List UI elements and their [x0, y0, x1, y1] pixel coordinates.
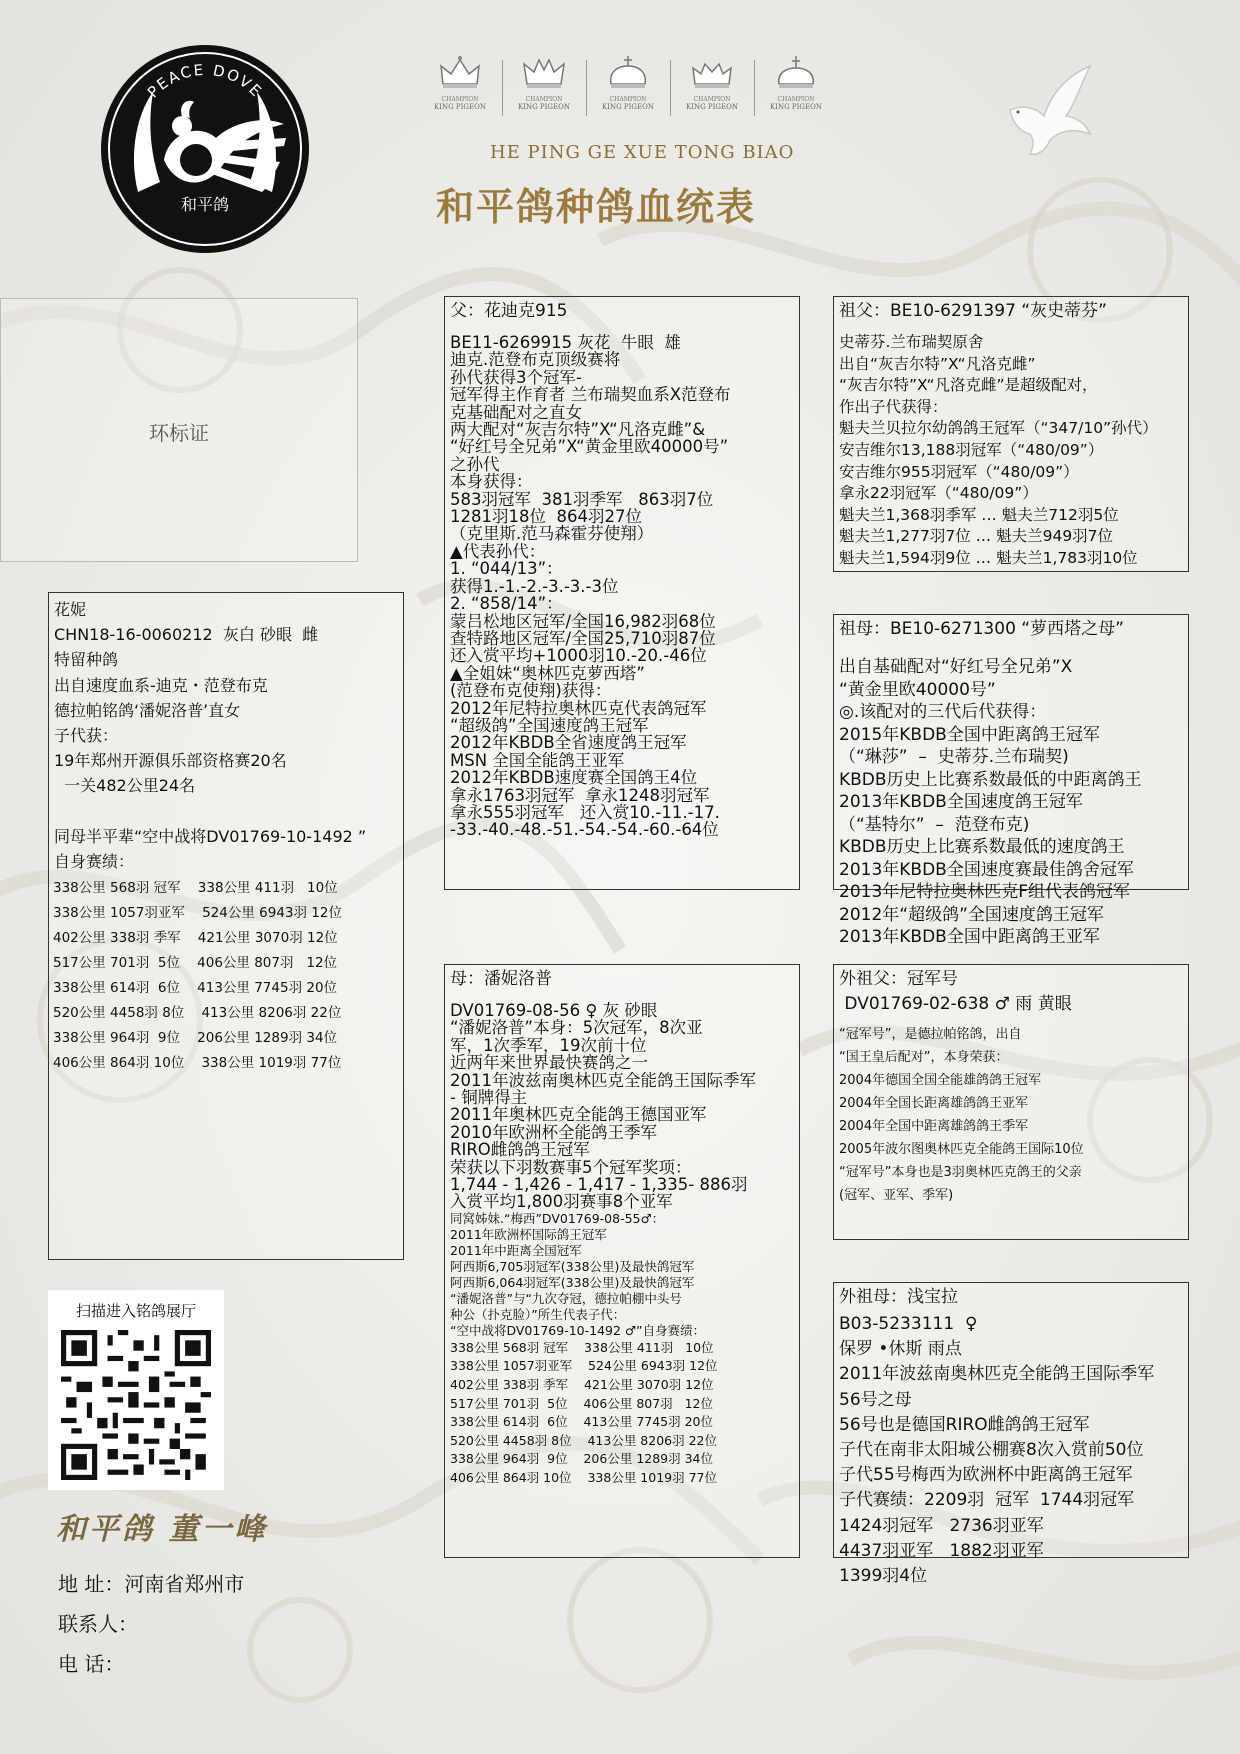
mother-offspring-results — [445, 1339, 799, 1488]
crown-small-text: CHAMPION — [777, 96, 815, 103]
maternal-grandfather-line: 2005年波尔图奥林匹克全能鸽王国际10位 — [839, 1142, 1084, 1157]
race-result-row: 402公里 338羽 季军 421公里 3070羽 12位 — [53, 930, 338, 947]
mother-offspring-line: 阿西斯6,705羽冠军(338公里)及最快鸽冠军 — [450, 1258, 695, 1274]
crown-name: KING PIGEON — [686, 103, 738, 111]
father-detail-line: 迪克.范登布克顶级赛将 — [450, 350, 621, 370]
maternal-grandfather-line: 2004年德国全国全能雄鸽鸽王冠军 — [839, 1073, 1042, 1088]
phone-label: 电 话： — [58, 1652, 125, 1676]
crown-name: KING PIGEON — [434, 103, 486, 111]
father-detail-line: “超级鸽”全国速度鸽王冠军 — [450, 715, 649, 735]
paternal-grandmother-box — [833, 614, 1189, 947]
crown-name: KING PIGEON — [602, 103, 654, 111]
paternal-grandmother-line: KBDB历史上比赛系数最低的中距离鸽王 — [839, 769, 1142, 790]
maternal-grandfather-ring: DV01769-02-638 ♂ 雨 黄眼 — [839, 994, 1072, 1014]
crown-icon — [603, 52, 653, 92]
crown-name: KING PIGEON — [770, 103, 822, 111]
father-detail-line: MSN 全国全能鸽王亚军 — [450, 750, 625, 770]
mother-detail-line: RIRO雌鸽鸽王冠军 — [450, 1140, 590, 1160]
mother-title: 母：潘妮洛普 — [450, 969, 552, 989]
father-detail-line: 拿永555羽冠军 还入赏10.-11.-17. — [450, 802, 720, 822]
maternal-grandmother-line: 1399羽4位 — [839, 1566, 928, 1587]
maternal-grandfather-line: “冠军号”本身也是3羽奥林匹克鸽王的父亲 — [839, 1165, 1082, 1180]
race-result-row: 520公里 4458羽 8位 413公里 8206羽 22位 — [53, 1005, 342, 1022]
father-detail-line: 查特路地区冠军/全国25,710羽87位 — [450, 628, 716, 648]
maternal-grandfather-line: 2004年全国长距离雄鸽鸽王亚军 — [839, 1096, 1029, 1111]
mother-detail-line: 2011年奥林匹克全能鸽王德国亚军 — [450, 1105, 707, 1125]
pigeon-info-line — [54, 799, 398, 824]
crown-icon — [687, 52, 737, 92]
crown-badge-2 — [504, 52, 584, 122]
mother-detail-line: 2011年波兹南奥林匹克全能鸽王国际季军 — [450, 1070, 756, 1090]
mother-detail-line: “潘妮洛普”本身：5次冠军，8次亚 — [450, 1018, 703, 1038]
maternal-grandfather-line: (冠军、亚军、季军) — [839, 1188, 954, 1203]
crown-small-text: CHAMPION — [609, 96, 647, 103]
father-detail-line: 583羽冠军 381羽季军 863羽7位 — [450, 489, 714, 509]
pigeon-info-line: CHN18-16-0060212 灰白 砂眼 雌 — [54, 625, 319, 645]
race-result-row: 402公里 338羽 季军 421公里 3070羽 12位 — [450, 1377, 714, 1393]
race-result-row: 338公里 1057羽亚军 524公里 6943羽 12位 — [450, 1358, 718, 1374]
maternal-grandmother-details — [834, 1312, 1188, 1589]
maternal-grandmother-line: 子代在南非太阳城公棚赛8次入赏前50位 — [839, 1440, 1144, 1461]
paternal-grandfather-line: “灰吉尔特”X“凡洛克雌”是超级配对， — [839, 376, 1098, 395]
race-result-row: 338公里 614羽 6位 413公里 7745羽 20位 — [450, 1414, 714, 1430]
paternal-grandmother-line: ◎.该配对的三代后代获得： — [839, 702, 1047, 722]
father-detail-line: ▲代表孙代： — [450, 541, 546, 561]
paternal-grandmother-line: “黄金里欧40000号” — [839, 679, 996, 700]
race-result-row: 517公里 701羽 5位 406公里 807羽 12位 — [53, 955, 338, 972]
mother-detail-line: 1,744 - 1,426 - 1,417 - 1,335- 886羽 — [450, 1175, 748, 1195]
paternal-grandfather-line: 作出子代获得： — [839, 397, 948, 416]
paternal-grandmother-title: 祖母：BE10-6271300 “萝西塔之母” — [839, 619, 1124, 639]
mother-detail-line: 近两年来世界最快赛鸽之一 — [450, 1053, 648, 1073]
father-detail-line: 之孙代 — [450, 454, 500, 474]
pigeon-info-line: 一关482公里24名 — [54, 776, 196, 796]
crown-icon — [519, 52, 569, 92]
pigeon-info-line: 花妮 — [54, 600, 87, 619]
maternal-grandmother-line: 2011年波兹南奥林匹克全能鸽王国际季军 — [839, 1364, 1155, 1385]
race-result-row: 338公里 568羽 冠军 338公里 411羽 10位 — [53, 880, 338, 897]
paternal-grandfather-line: 拿永22羽冠军（“480/09”） — [839, 484, 1038, 503]
paternal-grandfather-details — [834, 332, 1188, 570]
mother-detail-line: 军，1次季军，19次前十位 — [450, 1035, 647, 1055]
race-result-row: 406公里 864羽 10位 338公里 1019羽 77位 — [53, 1055, 342, 1072]
pigeon-info-line: 特留种鸽 — [54, 650, 119, 670]
race-result-row: 338公里 614羽 6位 413公里 7745羽 20位 — [53, 980, 338, 997]
maternal-grandfather-title: 外祖父：冠军号 — [839, 969, 958, 989]
crown-icon — [435, 52, 485, 92]
father-detail-line: 2. “858/14”： — [450, 594, 563, 614]
father-detail-line: 2012年尼特拉奥林匹克代表鸽冠军 — [450, 698, 707, 718]
father-detail-line: 冠军得主作育者 兰布瑞契血系X范登布 — [450, 385, 731, 405]
paternal-grandfather-line: 魁夫兰贝拉尔幼鸽鸽王冠军（“347/10”孙代） — [839, 419, 1158, 438]
pigeon-info-line: 自身赛绩： — [54, 852, 135, 872]
father-detail-line: (范登布克使翔)获得： — [450, 681, 612, 701]
father-detail-line: 1281羽18位 864羽27位 — [450, 507, 642, 527]
race-result-row: 338公里 964羽 9位 206公里 1289羽 34位 — [450, 1451, 714, 1467]
father-details — [445, 334, 799, 839]
paternal-grandfather-line: 魁夫兰1,277羽7位 … 魁夫兰949羽7位 — [839, 527, 1114, 546]
paternal-grandmother-line: （“基特尔” – 范登布克) — [839, 814, 1030, 835]
father-detail-line: 蒙吕松地区冠军/全国16,982羽68位 — [450, 611, 716, 631]
paternal-grandfather-line: 安吉维尔13,188羽冠军（“480/09”） — [839, 440, 1104, 459]
pigeon-info-lines — [49, 593, 403, 874]
maternal-grandmother-line: B03-5233111 ♀ — [839, 1314, 978, 1334]
mother-offspring-line: “空中战将DV01769-10-1492 ♂”自身赛绩： — [450, 1322, 706, 1338]
paternal-grandmother-line: 2012年“超级鸽”全国速度鸽王冠军 — [839, 904, 1104, 925]
logo-chinese-text: 和平鸽 — [180, 195, 230, 214]
paternal-grandfather-line: 出自“灰吉尔特”X“凡洛克雌” — [839, 354, 1036, 373]
pigeon-info-line: 同母半平辈“空中战将DV01769-10-1492 ” — [54, 826, 367, 846]
mother-offspring-line: 2011年中距离全国冠军 — [450, 1242, 582, 1258]
father-detail-line: BE11-6269915 灰花 牛眼 雄 — [450, 333, 681, 352]
mother-details — [445, 1002, 799, 1211]
mother-offspring-line: 种公（扑克脸）”所生代表子代： — [450, 1306, 626, 1322]
mother-detail-line: - 铜牌得主 — [450, 1088, 528, 1108]
maternal-grandmother-line: 保罗 •休斯 雨点 — [839, 1339, 962, 1360]
pigeon-info-line: 出自速度血系-迪克・范登布克 — [54, 675, 268, 695]
father-title: 父：花迪克915 — [450, 301, 568, 321]
crown-icon — [771, 52, 821, 92]
crown-badge-4 — [672, 52, 752, 122]
maternal-grandmother-line: 4437羽亚军 1882羽亚军 — [839, 1540, 1044, 1561]
paternal-grandfather-title: 祖父：BE10-6291397 “灰史蒂芬” — [839, 301, 1107, 321]
maternal-grandfather-box — [833, 964, 1189, 1240]
mother-offspring-details — [445, 1211, 799, 1339]
maternal-grandmother-box — [833, 1282, 1189, 1587]
paternal-grandmother-line: 出自基础配对“好红号全兄弟”X — [839, 657, 1073, 677]
logo-top-text: PEACE DOVE — [143, 60, 267, 102]
dove-icon — [1000, 58, 1100, 158]
maternal-grandmother-title: 外祖母：浅宝拉 — [839, 1287, 958, 1307]
paternal-grandfather-line: 魁夫兰1,368羽季军 … 魁夫兰712羽5位 — [839, 505, 1119, 524]
father-detail-line: （克里斯.范马森霍芬使翔） — [450, 524, 654, 544]
race-result-row: 406公里 864羽 10位 338公里 1019羽 77位 — [450, 1470, 717, 1486]
page-title: 和平鸽种鸽血统表 — [436, 184, 757, 229]
crown-badge-3 — [588, 52, 668, 122]
peace-dove-logo — [98, 42, 312, 256]
father-detail-line: 获得1.-1.-2.-3.-3.-3位 — [450, 576, 619, 596]
maternal-grandfather-line: “冠军号”，是德拉帕铭鸽，出自 — [839, 1027, 1022, 1042]
paternal-grandfather-box — [833, 296, 1189, 572]
mother-detail-line: DV01769-08-56 ♀ 灰 砂眼 — [450, 1001, 658, 1020]
father-box — [444, 296, 800, 890]
qr-label: 扫描进入铭鸽展厅 — [75, 1302, 196, 1320]
father-detail-line: 还入赏平均+1000羽10.-20.-46位 — [450, 646, 707, 666]
mother-offspring-line: “潘妮洛普”与“九次夺冠，德拉帕棚中头号 — [450, 1290, 682, 1306]
qr-code-icon[interactable] — [61, 1330, 211, 1480]
father-detail-line: 本身获得： — [450, 472, 533, 492]
signature: 和平鸽 董一峰 — [56, 1512, 268, 1547]
race-result-row: 338公里 964羽 9位 206公里 1289羽 34位 — [53, 1030, 338, 1047]
ring-certificate-box — [0, 298, 358, 562]
maternal-grandmother-line: 56号也是德国RIRO雌鸽鸽王冠军 — [839, 1414, 1090, 1435]
paternal-grandmother-line: 2013年尼特拉奥林匹克F组代表鸽冠军 — [839, 882, 1131, 902]
race-result-row: 338公里 568羽 冠军 338公里 411羽 10位 — [450, 1339, 714, 1355]
paternal-grandmother-line: （“琳莎” – 史蒂芬.兰布瑞契) — [839, 747, 1069, 767]
address-value: 河南省郑州市 — [124, 1572, 245, 1596]
paternal-grandmother-line: 2013年KBDB全国速度赛最佳鸽舍冠军 — [839, 859, 1134, 880]
maternal-grandfather-line: 2004年全国中距离雄鸽鸽王季军 — [839, 1119, 1029, 1134]
father-detail-line: 拿永1763羽冠军 拿永1248羽冠军 — [450, 785, 710, 805]
contact-person-label: 联系人： — [58, 1612, 138, 1636]
paternal-grandmother-line: KBDB历史上比赛系数最低的速度鸽王 — [839, 837, 1125, 857]
contact-block — [58, 1564, 244, 1684]
maternal-grandmother-line: 1424羽冠军 2736羽亚军 — [839, 1515, 1044, 1536]
pigeon-info-box — [48, 592, 404, 1260]
paternal-grandmother-line: 2015年KBDB全国中距离鸽王冠军 — [839, 724, 1100, 745]
pigeon-info-line: 子代获： — [54, 726, 119, 746]
father-detail-line: 1. “044/13”： — [450, 559, 563, 579]
father-detail-line: ▲全姐妹“奥林匹克萝西塔” — [450, 663, 645, 683]
crown-badge-1 — [420, 52, 500, 122]
mother-detail-line: 入赏平均1,800羽赛事8个亚军 — [450, 1192, 673, 1212]
crown-badge-5 — [756, 52, 836, 122]
maternal-grandmother-line: 56号之母 — [839, 1389, 912, 1410]
father-detail-line: -33.-40.-48.-51.-54.-54.-60.-64位 — [450, 820, 719, 840]
pigeon-info-line: 19年郑州开源俱乐部资格赛20名 — [54, 751, 287, 771]
father-detail-line: “好红号全兄弟”X“黄金里欧40000号” — [450, 437, 729, 457]
header-pinyin: HE PING GE XUE TONG BIAO — [490, 142, 795, 163]
mother-box — [444, 964, 800, 1558]
race-result-row: 517公里 701羽 5位 406公里 807羽 12位 — [450, 1395, 714, 1411]
paternal-grandfather-line: 安吉维尔955羽冠军（“480/09”） — [839, 462, 1079, 481]
paternal-grandmother-line: 2013年KBDB全国速度鸽王冠军 — [839, 792, 1083, 812]
race-result-row: 520公里 4458羽 8位 413公里 8206羽 22位 — [450, 1432, 717, 1448]
mother-detail-line: 荣获以下羽数赛事5个冠军奖项： — [450, 1157, 692, 1177]
mother-offspring-line: 同窝姊妹.“梅西”DV01769-08-55♂： — [450, 1210, 665, 1226]
pigeon-info-line: 德拉帕铭鸽‘潘妮洛普’直女 — [54, 700, 241, 720]
paternal-grandmother-line: 2013年KBDB全国中距离鸽王亚军 — [839, 927, 1100, 947]
mother-detail-line: 2010年欧洲杯全能鸽王季军 — [450, 1122, 657, 1142]
pigeon-race-results — [49, 876, 403, 1076]
race-result-row: 338公里 1057羽亚军 524公里 6943羽 12位 — [53, 905, 342, 922]
maternal-grandmother-line: 子代赛绩：2209羽 冠军 1744羽冠军 — [839, 1490, 1135, 1511]
mother-offspring-line: 2011年欧洲杯国际鸽王冠军 — [450, 1226, 607, 1242]
father-detail-line: 2012年KBDB全省速度鸽王冠军 — [450, 733, 687, 753]
crown-name: KING PIGEON — [518, 103, 570, 111]
qr-card — [48, 1290, 224, 1490]
crown-small-text: CHAMPION — [441, 96, 479, 103]
paternal-grandfather-line: 魁夫兰1,594羽9位 … 魁夫兰1,783羽10位 — [839, 548, 1138, 567]
crown-small-text: CHAMPION — [693, 96, 731, 103]
maternal-grandmother-line: 子代55号梅西为欧洲杯中距离鸽王冠军 — [839, 1465, 1133, 1486]
father-detail-line: 孙代获得3个冠军- — [450, 367, 582, 387]
address-label: 地 址： — [58, 1572, 125, 1596]
crown-small-text: CHAMPION — [525, 96, 563, 103]
father-detail-line: 两大配对“灰吉尔特”X“凡洛克雌”& — [450, 420, 706, 440]
paternal-grandfather-line: 史蒂芬.兰布瑞契原舍 — [839, 333, 984, 351]
paternal-grandmother-details — [834, 656, 1188, 949]
maternal-grandfather-line: “国王皇后配对”，本身荣获： — [839, 1050, 1009, 1065]
father-detail-line: 2012年KBDB速度赛全国鸽王4位 — [450, 768, 698, 788]
maternal-grandfather-details — [834, 1023, 1188, 1207]
mother-offspring-line: 阿西斯6,064羽冠军(338公里)及最快鸽冠军 — [450, 1274, 695, 1290]
father-detail-line: 克基础配对之直女 — [450, 402, 582, 422]
ring-certificate-label: 环标证 — [149, 421, 209, 445]
